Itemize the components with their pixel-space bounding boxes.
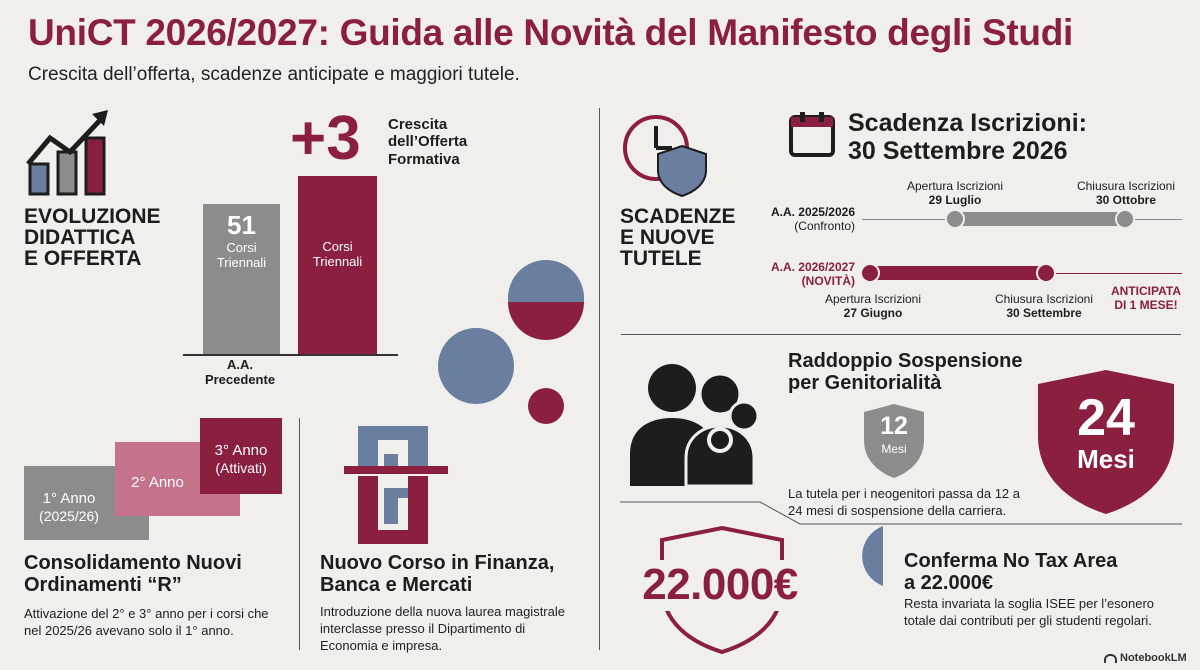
ordinamenti-body xyxy=(24,606,269,640)
finanza-body-line2: interclasse presso il Dipartimento di xyxy=(320,620,526,636)
scadenza-title-line1: Scadenza Iscrizioni: xyxy=(848,109,1087,137)
offerta-heading-line3: E OFFERTA xyxy=(24,247,142,270)
scadenze-heading-line3: TUTELE xyxy=(620,247,702,270)
notax-title-line2: a 22.000€ xyxy=(904,572,993,594)
page-subtitle: Crescita dell’offerta, scadenze anticipate e maggiori tutele. xyxy=(28,64,520,85)
old-open-text: Apertura Iscrizioni xyxy=(906,179,1004,193)
finanza-body-line3: Economia e impresa. xyxy=(320,637,443,653)
old-open-date: 29 Luglio xyxy=(928,193,982,208)
scadenze-heading-line2: E NUOVE xyxy=(620,226,715,249)
bar-previous-year xyxy=(203,204,280,354)
footer-brand-label: NotebookLM xyxy=(1120,652,1187,664)
footer-brand xyxy=(1104,652,1187,664)
timeline-new-start-dot xyxy=(860,263,880,283)
ordinamenti-heading-line1: Consolidamento Nuovi xyxy=(24,552,242,574)
timeline-old-range xyxy=(955,212,1125,226)
offerta-heading xyxy=(24,206,161,269)
genitorialita-title-line2: per Genitorialità xyxy=(788,372,942,394)
finanza-heading-line2: Banca e Mercati xyxy=(320,574,473,596)
scadenza-title-line2: 30 Settembre 2026 xyxy=(848,136,1068,165)
notax-body xyxy=(904,596,1154,630)
old-close-label xyxy=(1066,179,1186,208)
page-title: UniCT 2026/2027: Guida alle Novità del Manifesto degli Studi xyxy=(28,12,1073,53)
timeline-new-year xyxy=(740,260,855,289)
anticipata-line2: DI 1 MESE! xyxy=(1114,298,1178,313)
offerta-heading-line2: DIDATTICA xyxy=(24,226,136,249)
finanza-body-line1: Introduzione della nuova laurea magistrale xyxy=(320,604,565,619)
genitorialita-body-line1: La tutela per i neogenitori passa da 12 a xyxy=(788,486,1021,501)
timeline-old-start-dot xyxy=(945,209,965,229)
growth-chart-icon xyxy=(24,108,114,198)
genitorialita-title xyxy=(788,350,1022,394)
timeline-old-year xyxy=(740,205,855,234)
timeline-old-end-dot xyxy=(1115,209,1135,229)
old-open-label xyxy=(895,179,1015,208)
bar-previous-value: 51 xyxy=(227,210,256,240)
finance-logo-icon xyxy=(344,426,448,544)
step-year-1-label xyxy=(24,490,114,525)
new-close-label xyxy=(984,292,1104,321)
divider-left-bottom xyxy=(299,418,300,650)
clock-shield-icon xyxy=(620,112,710,198)
ordinamenti-heading xyxy=(24,552,242,596)
scadenza-title xyxy=(848,110,1087,165)
ordinamenti-body-line1: Attivazione del 2° e 3° anno per i corsi che xyxy=(24,606,269,621)
anticipata-line1: ANTICIPATA xyxy=(1111,284,1181,298)
finanza-heading xyxy=(320,552,554,596)
axis-label-line2: Precedente xyxy=(204,371,276,387)
scadenze-heading-line1: SCADENZE xyxy=(620,205,736,228)
step-year-3-label xyxy=(200,442,282,477)
new-year-note: (NOVITÀ) xyxy=(801,274,855,289)
offerta-heading-line1: EVOLUZIONE xyxy=(24,205,161,228)
plus-label-line2: dell’Offerta xyxy=(388,133,468,151)
notax-body-line2: totale dai contributi per gli studenti regolari. xyxy=(904,612,1152,628)
plus-label-line3: Formativa xyxy=(388,150,460,168)
divider-right-2 xyxy=(620,494,1182,528)
anticipata-badge xyxy=(1098,284,1194,313)
step3-line2: (Attivati) xyxy=(215,460,267,476)
decorative-half-circle xyxy=(843,524,883,588)
decorative-shapes xyxy=(436,258,586,428)
genitorialita-title-line1: Raddoppio Sospensione xyxy=(788,350,1023,372)
old-months-unit: Mesi xyxy=(881,442,907,456)
step1-line1: 1° Anno xyxy=(42,490,96,507)
plus-three-value: +3 xyxy=(290,104,361,173)
new-months-unit: Mesi xyxy=(1077,444,1135,474)
bar-new-label-line1: Corsi xyxy=(322,239,353,254)
bar-new-label-line2: Triennali xyxy=(312,253,363,269)
scadenze-heading xyxy=(620,206,736,269)
new-open-date: 27 Giugno xyxy=(843,306,903,321)
axis-label-line1: A.A. xyxy=(227,357,253,372)
bar-previous-label-line1: Corsi xyxy=(226,240,257,255)
finanza-body xyxy=(320,604,565,655)
ordinamenti-body-line2: nel 2025/26 avevano solo il 1° anno. xyxy=(24,622,234,638)
finanza-heading-line1: Nuovo Corso in Finanza, xyxy=(320,552,555,574)
bar-new-year xyxy=(298,176,377,354)
old-months-value: 12 xyxy=(880,412,908,440)
old-year-note: (Confronto) xyxy=(794,219,855,234)
bar-baseline xyxy=(183,354,398,356)
bar-axis-label xyxy=(190,358,290,388)
notax-title-line1: Conferma No Tax Area xyxy=(904,550,1118,572)
ordinamenti-heading-line2: Ordinamenti “R” xyxy=(24,574,182,596)
notax-amount: 22.000€ xyxy=(620,560,820,611)
old-year-label: A.A. 2025/2026 xyxy=(770,205,855,219)
new-open-text: Apertura Iscrizioni xyxy=(824,292,922,306)
new-open-label xyxy=(808,292,938,321)
plus-three-label xyxy=(388,116,467,168)
step1-line2: (2025/26) xyxy=(39,508,99,524)
notax-title xyxy=(904,550,1117,594)
new-close-date: 30 Settembre xyxy=(1006,306,1082,321)
notax-body-line1: Resta invariata la soglia ISEE per l’esonero xyxy=(904,596,1155,611)
notebooklm-logo-icon xyxy=(1104,654,1117,663)
old-close-date: 30 Ottobre xyxy=(1095,193,1156,208)
step-year-2-label: 2° Anno xyxy=(131,474,184,491)
family-icon xyxy=(628,358,768,488)
bar-previous-label-line2: Triennali xyxy=(216,254,267,270)
new-close-text: Chiusura Iscrizioni xyxy=(994,292,1094,306)
timeline-new-end-dot xyxy=(1036,263,1056,283)
new-months-value: 24 xyxy=(1077,389,1135,447)
plus-label-line1: Crescita xyxy=(388,116,448,133)
timeline-new-range xyxy=(870,266,1048,280)
new-year-label: A.A. 2026/2027 xyxy=(770,260,855,274)
divider-main xyxy=(599,108,600,650)
calendar-icon xyxy=(788,110,836,158)
old-close-text: Chiusura Iscrizioni xyxy=(1076,179,1176,193)
divider-right-1 xyxy=(621,334,1181,335)
genitorialita-body-line2: 24 mesi di sospensione della carriera. xyxy=(788,502,1007,518)
step3-line1: 3° Anno xyxy=(214,442,268,459)
